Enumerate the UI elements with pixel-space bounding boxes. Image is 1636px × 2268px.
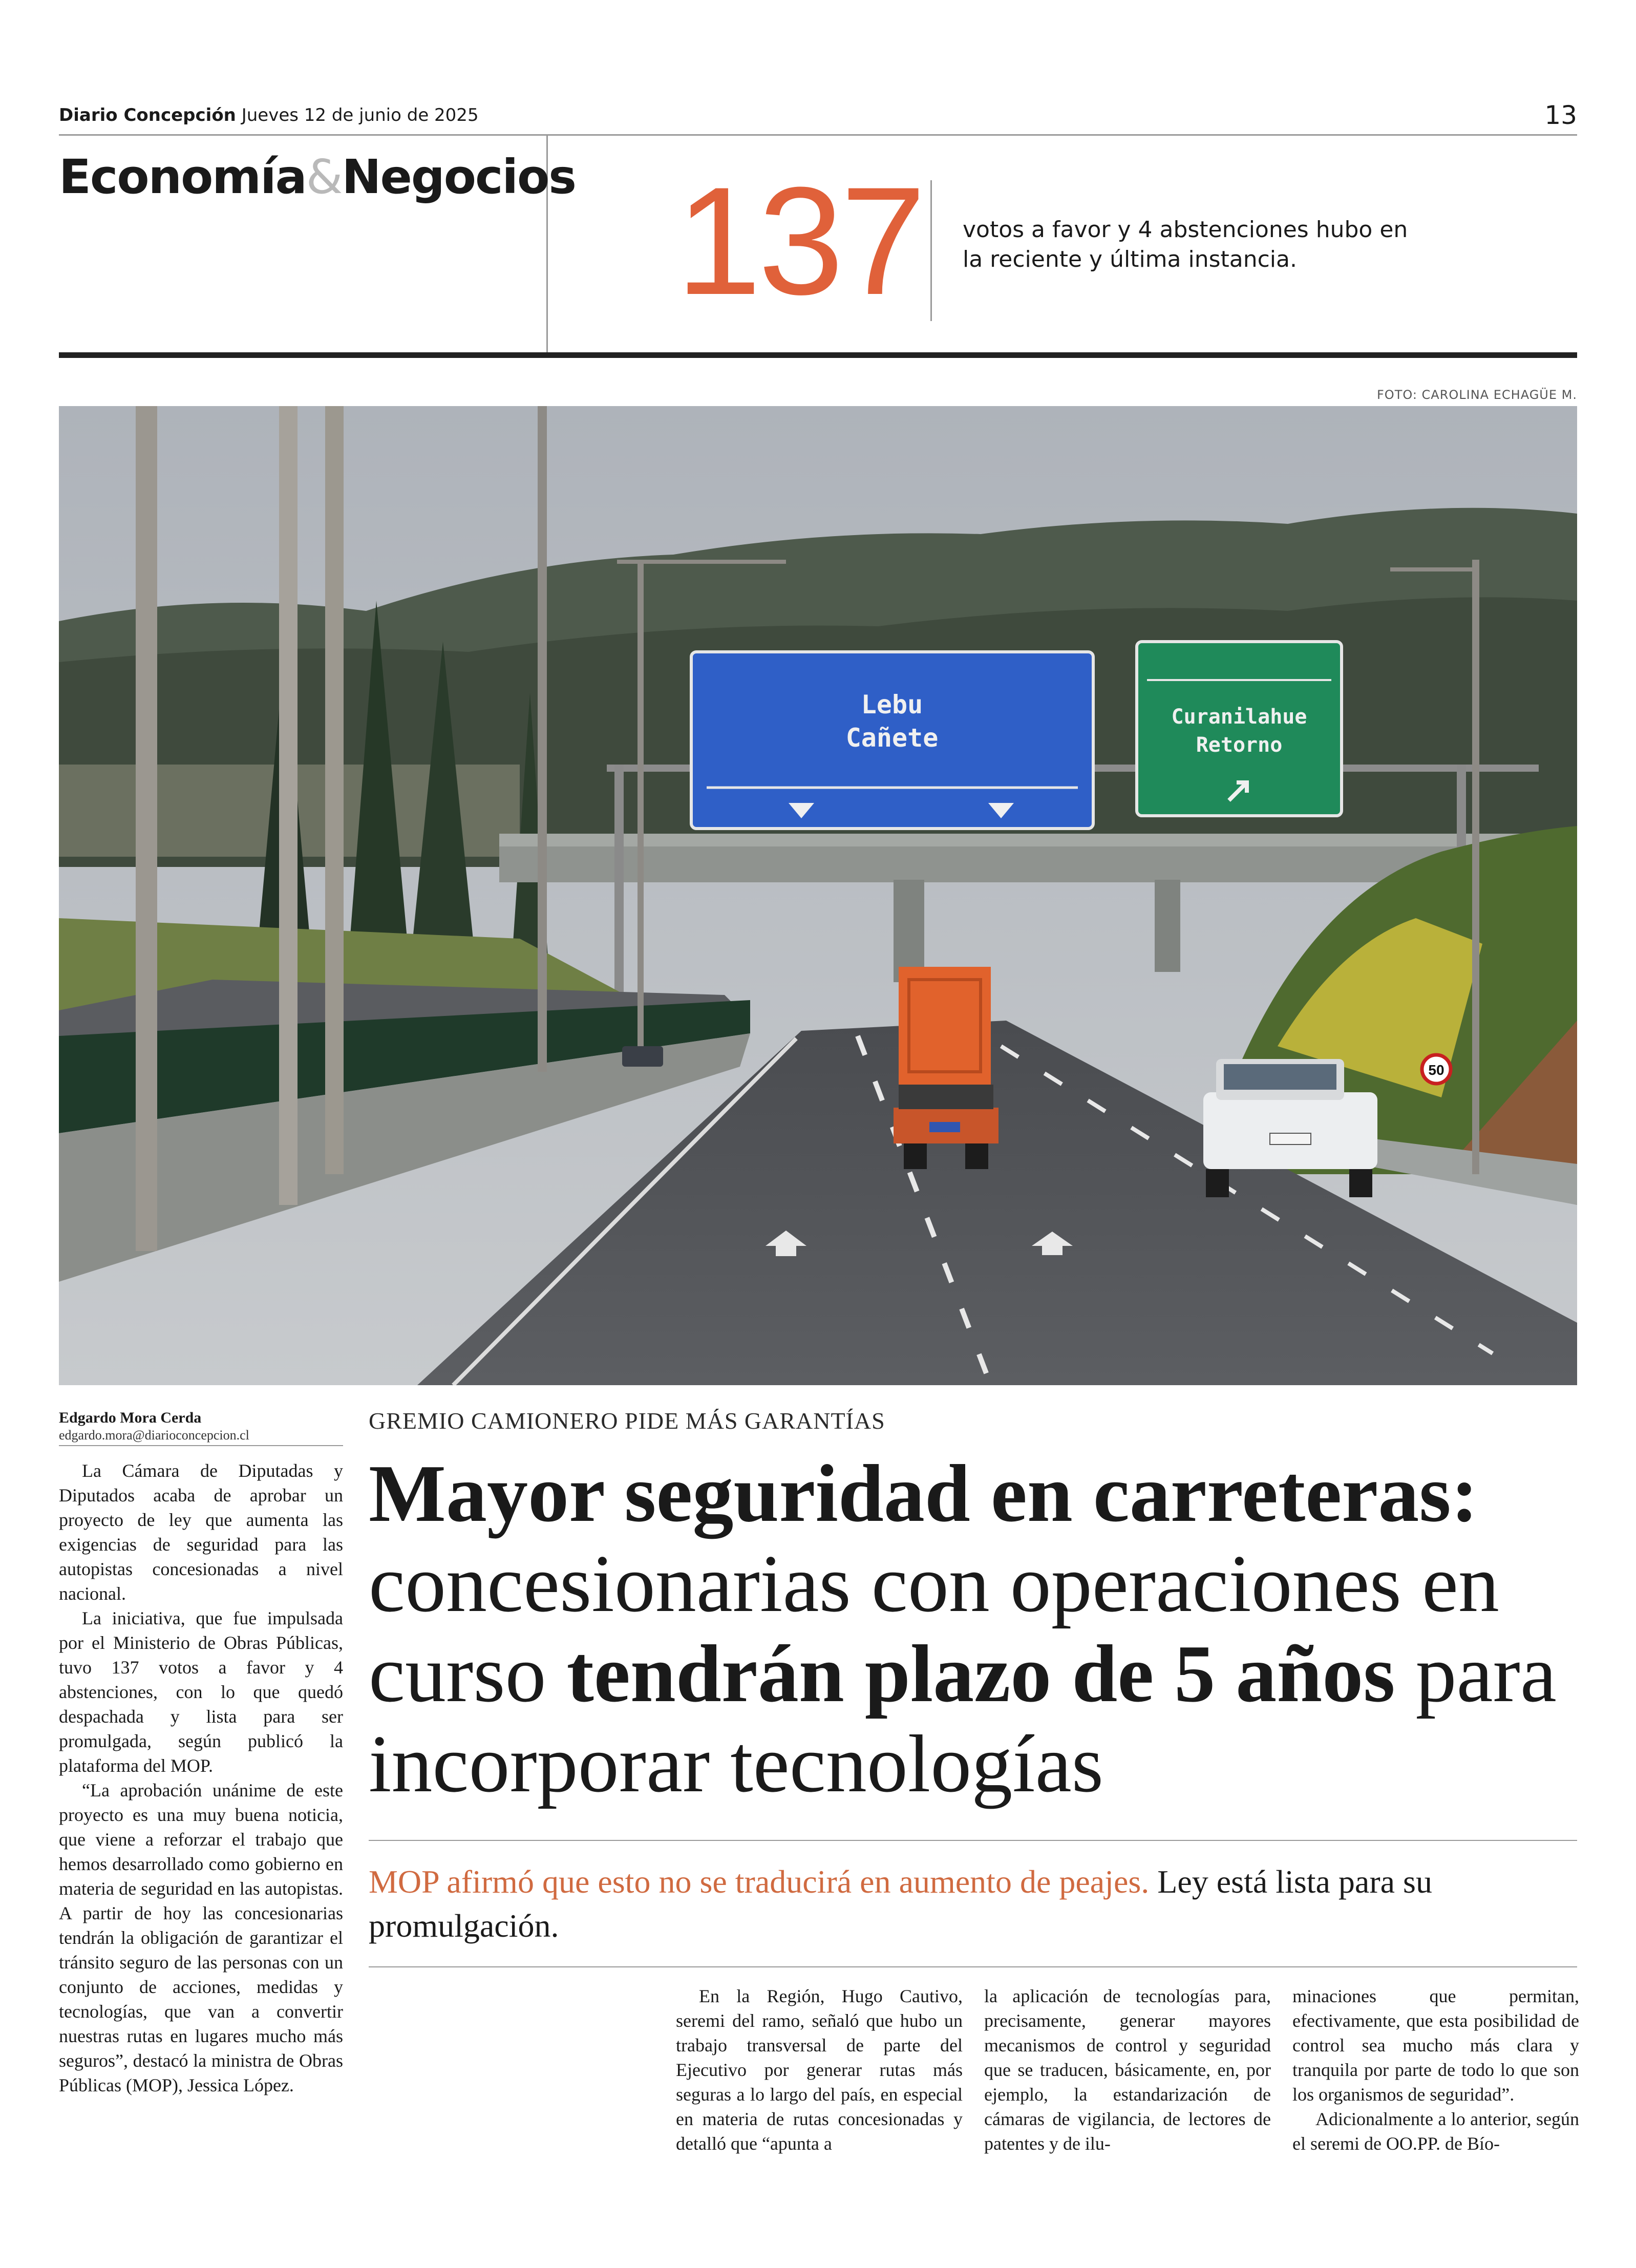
body-paragraph: Adicionalmente a lo anterior, según el seremi de OO.PP. de Bío- [1292,2109,1579,2154]
page-number: 13 [1544,100,1577,130]
speed-sign: 50 [1428,1062,1444,1078]
dek-text: Ley está lista para su promulgación. [369,1863,1432,1944]
section-title-part2: Negocios [342,150,576,204]
photo-credit: FOTO: CAROLINA ECHAGÜE M. [1377,388,1577,402]
headline-regular-2: para incorporar tecnologías [369,1628,1557,1809]
header-thick-rule [59,352,1577,358]
dek-highlight: MOP afirmó que esto no se traducirá en aumento de peajes. [369,1863,1150,1900]
section-title-part1: Economía [59,150,306,204]
section-ampersand: & [306,150,342,204]
highlight-text: votos a favor y 4 abstenciones hubo en la reciente y última instancia. [963,217,1408,272]
publication-name: Diario Concepción [59,105,236,125]
body-paragraph: En la Región, Hugo Cautivo, seremi del ramo, señaló que hubo un trabajo transversal de parte del Ejecutivo por generar rutas más seguras a lo largo del país, en especial en materia de rutas concesionadas y detalló que “apunta a [676,1986,963,2154]
headline-bold-2: tendrán plazo de 5 años [566,1628,1395,1719]
highway-photo [59,406,1577,1385]
publication-line [59,105,479,125]
headline-bold-1: Mayor seguridad en carreteras: [369,1448,1478,1539]
blue-sign-line2: Cañete [845,723,939,753]
header-rule [59,134,1577,136]
dek-top-rule [369,1840,1577,1841]
left-paragraph-2: La iniciativa, que fue impulsada por el Ministerio de Obras Públicas, tuvo 137 votos a favor y 4 abstenciones, con lo que quedó despachada y lista para ser promulgada, según publicó la plataforma del MOP. [59,1608,343,1776]
blue-sign-line1: Lebu [861,690,923,719]
green-sign-line1: Curanilahue [1171,705,1307,729]
headline-regular-1: concesionarias con operaciones en curso [369,1538,1499,1719]
left-paragraph-3: “La aprobación unánime de este proyecto es una muy buena noticia, que viene a reforzar el trabajo que hemos desarrollado como gobierno en materia de seguridad en las autopistas. A partir de hoy las concesionarias tendrán la obligación de garantizar el tránsito seguro de las personas con un conjunto de acciones, medidas y tecnologías, que van a convertir nuestras rutas en lugares mucho más seguros”, destacó la ministra de Obras Públicas (MOP), Jessica López. [59,1780,343,2095]
publication-date: Jueves 12 de junio de 2025 [241,105,479,125]
author-name: Edgardo Mora Cerda [59,1409,202,1426]
green-sign-line2: Retorno [1196,733,1283,757]
dek-bottom-rule [369,1966,1577,1967]
article-dek [369,1860,1577,1948]
body-column-3 [984,1984,1271,2156]
byline-rule [59,1445,343,1446]
author-email[interactable]: edgardo.mora@diarioconcepcion.cl [59,1428,249,1443]
body-column-2 [676,1984,963,2156]
left-paragraph-1: La Cámara de Diputadas y Diputados acaba de aprobar un proyecto de ley que aumenta las exigencias de seguridad para las autopistas concesionadas a nivel nacional. [59,1460,343,1604]
article-headline [369,1448,1587,1809]
body-paragraph: la aplicación de tecnologías para, precisamente, generar mayores mecanismos de control y seguridad que se traducen, básicamente, en, por ejemplo, la estandarización de cámaras de vigilancia, de lectores de patentes y de ilu- [984,1986,1271,2154]
article-kicker: GREMIO CAMIONERO PIDE MÁS GARANTÍAS [369,1408,885,1434]
body-paragraph: minaciones que permitan, efectivamente, que esta posibilidad de control sea mucho más clara y tranquila por parte de todo lo que son los organismos de seguridad”. [1292,1986,1579,2105]
body-column-4 [1292,1984,1579,2156]
left-column [59,1458,343,2097]
section-title [59,150,576,204]
highlight-divider [930,180,932,321]
highlight-number: 137 [676,155,923,327]
